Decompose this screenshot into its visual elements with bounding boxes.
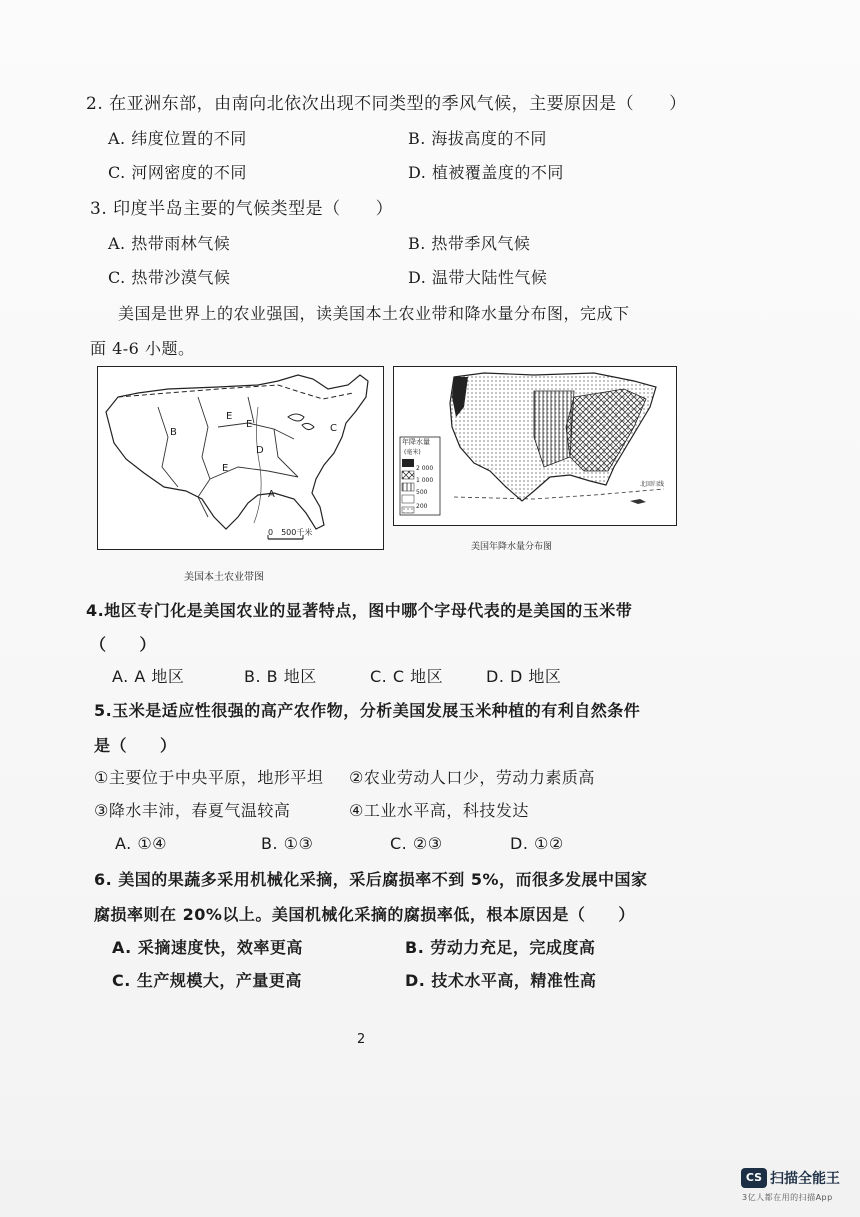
q5-stem: 5.玉米是适应性很强的高产农作物，分析美国发展玉米种植的有利自然条件 bbox=[94, 701, 641, 720]
legend-value-1000: 1 000 bbox=[416, 477, 434, 484]
q3-option-c: C. 热带沙漠气候 bbox=[108, 268, 231, 287]
belt-label-e-central: E bbox=[246, 419, 253, 430]
q2-option-c: C. 河网密度的不同 bbox=[108, 163, 247, 182]
belt-label-c: C bbox=[330, 423, 337, 434]
camscanner-tagline: 3亿人都在用的扫描App bbox=[742, 1193, 833, 1202]
q2-option-d: D. 植被覆盖度的不同 bbox=[408, 163, 564, 182]
q6-option-d: D. 技术水平高，精准性高 bbox=[405, 971, 597, 990]
q5-stem-cont: 是（ ） bbox=[94, 736, 177, 755]
agriculture-belt-map bbox=[97, 366, 384, 550]
q5-option-a: A. ①④ bbox=[115, 834, 168, 853]
belt-label-b: B bbox=[170, 427, 177, 438]
q5-statement-1: ①主要位于中央平原，地形平坦 bbox=[94, 768, 324, 787]
legend-value-2000: 2 000 bbox=[416, 465, 434, 472]
q2-option-b: B. 海拔高度的不同 bbox=[408, 129, 547, 148]
q6-option-a: A. 采摘速度快，效率更高 bbox=[112, 938, 303, 957]
precipitation-map-drawing bbox=[394, 367, 676, 525]
legend-value-500: 500 bbox=[416, 489, 428, 496]
page-number: 2 bbox=[357, 1032, 366, 1047]
q5-statement-3: ③降水丰沛，春夏气温较高 bbox=[94, 801, 291, 820]
belt-label-a: A bbox=[268, 489, 275, 500]
intro-line-2: 面 4-6 小题。 bbox=[90, 339, 195, 358]
q3-option-d: D. 温带大陆性气候 bbox=[408, 268, 548, 287]
agriculture-map-caption: 美国本土农业带图 bbox=[184, 572, 264, 583]
q2-stem: 2. 在亚洲东部，由南向北依次出现不同类型的季风气候，主要原因是（ ） bbox=[86, 94, 687, 114]
q4-stem: 4.地区专门化是美国农业的显著特点，图中哪个字母代表的是美国的玉米带 bbox=[86, 601, 633, 620]
q2-option-a: A. 纬度位置的不同 bbox=[108, 129, 247, 148]
q6-stem: 6. 美国的果蔬多采用机械化采摘，采后腐损率不到 5%，而很多发展中国家 bbox=[94, 870, 648, 889]
q4-option-b: B. B 地区 bbox=[244, 667, 317, 686]
legend-unit: (毫米) bbox=[404, 449, 421, 456]
q4-paren: （ ） bbox=[90, 635, 157, 654]
q4-option-a: A. A 地区 bbox=[112, 667, 185, 686]
precipitation-map bbox=[393, 366, 677, 526]
precipitation-map-caption: 美国年降水量分布图 bbox=[471, 542, 553, 552]
q3-option-b: B. 热带季风气候 bbox=[408, 234, 531, 253]
intro-line-1: 美国是世界上的农业强国，读美国本土农业带和降水量分布图，完成下 bbox=[118, 304, 630, 323]
q5-option-b: B. ①③ bbox=[261, 834, 314, 853]
q5-option-d: D. ①② bbox=[510, 834, 564, 853]
q6-option-c: C. 生产规模大，产量更高 bbox=[112, 971, 302, 990]
q6-option-b: B. 劳动力充足，完成度高 bbox=[405, 938, 596, 957]
q5-option-c: C. ②③ bbox=[390, 834, 443, 853]
agriculture-belt-map-drawing bbox=[98, 367, 383, 549]
belt-label-e-south: E bbox=[222, 463, 229, 474]
q4-option-d: D. D 地区 bbox=[486, 667, 562, 686]
legend-title: 年降水量 bbox=[402, 438, 430, 446]
legend-value-200: 200 bbox=[416, 503, 428, 510]
q5-statement-4: ④工业水平高，科技发达 bbox=[349, 801, 529, 820]
tropic-label: 北回归线 bbox=[640, 481, 665, 488]
belt-label-e-north: E bbox=[226, 411, 233, 422]
q6-stem-cont: 腐损率则在 20%以上。美国机械化采摘的腐损率低，根本原因是（ ） bbox=[94, 905, 635, 924]
camscanner-logo-icon: CS bbox=[741, 1168, 767, 1188]
q5-statement-2: ②农业劳动人口少，劳动力素质高 bbox=[349, 768, 595, 787]
q3-stem: 3. 印度半岛主要的气候类型是（ ） bbox=[90, 199, 394, 219]
q3-option-a: A. 热带雨林气候 bbox=[108, 234, 231, 253]
camscanner-name: 扫描全能王 bbox=[770, 1171, 840, 1187]
q4-option-c: C. C 地区 bbox=[370, 667, 444, 686]
scale-label: 0 500千米 bbox=[268, 528, 313, 537]
belt-label-d: D bbox=[256, 445, 264, 456]
